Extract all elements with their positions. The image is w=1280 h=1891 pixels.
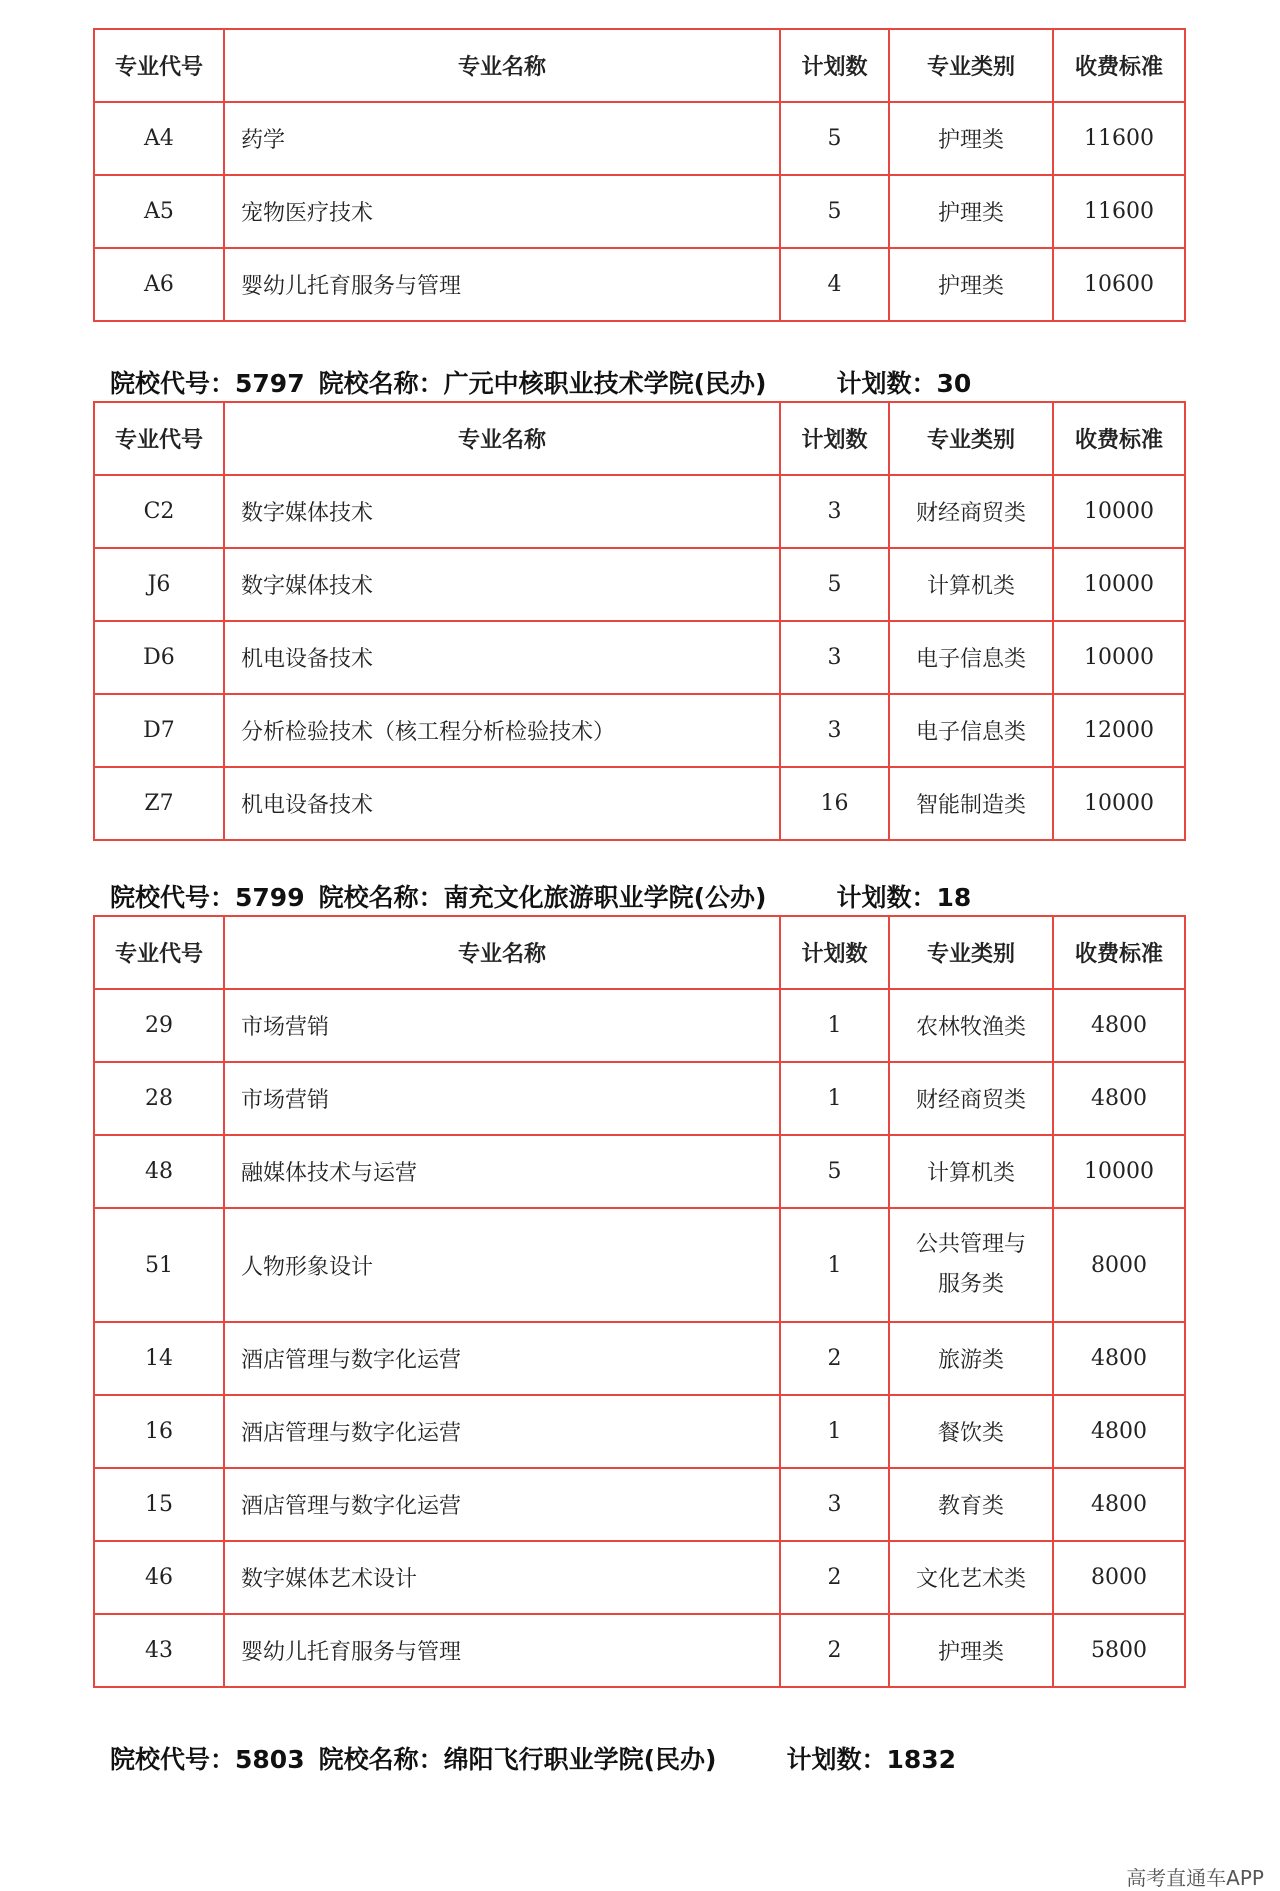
major-code: 14: [94, 1322, 224, 1395]
table-row: [94, 548, 1185, 621]
table-header-row: [94, 402, 1185, 475]
major-category: 教育类: [889, 1468, 1053, 1541]
school-plan: 18: [936, 883, 972, 912]
tuition-fee: 4800: [1053, 989, 1185, 1062]
header-plan: 计划数: [780, 916, 889, 989]
tuition-fee: 4800: [1053, 1395, 1185, 1468]
tuition-fee: 5800: [1053, 1614, 1185, 1687]
table-row: [94, 1322, 1185, 1395]
tuition-fee: 4800: [1053, 1062, 1185, 1135]
table-row: [94, 475, 1185, 548]
school-name-label: 院校名称：: [318, 883, 444, 912]
tuition-fee: 12000: [1053, 694, 1185, 767]
header-category: 专业类别: [889, 29, 1053, 102]
plan-count: 5: [780, 102, 889, 175]
school-plan: 1832: [886, 1745, 957, 1774]
school-plan-label: 计划数：: [836, 369, 937, 398]
tuition-fee: 10000: [1053, 1135, 1185, 1208]
plan-count: 2: [780, 1541, 889, 1614]
major-name: 市场营销: [224, 1062, 780, 1135]
table-row: [94, 175, 1185, 248]
major-category: 文化艺术类: [889, 1541, 1053, 1614]
category-line-2: 服务类: [937, 1272, 1004, 1297]
plan-count: 1: [780, 1395, 889, 1468]
table-row: [94, 621, 1185, 694]
major-code: 16: [94, 1395, 224, 1468]
major-code: 51: [94, 1208, 224, 1322]
major-category: 电子信息类: [889, 621, 1053, 694]
table-row: [94, 989, 1185, 1062]
major-name: 宠物医疗技术: [224, 175, 780, 248]
major-category: 护理类: [889, 102, 1053, 175]
tuition-fee: 10000: [1053, 548, 1185, 621]
header-fee: 收费标准: [1053, 402, 1185, 475]
major-name: 酒店管理与数字化运营: [224, 1468, 780, 1541]
major-code: A5: [94, 175, 224, 248]
school-code: 5803: [235, 1745, 305, 1774]
header-fee: 收费标准: [1053, 29, 1185, 102]
table-row: [94, 1468, 1185, 1541]
header-category: 专业类别: [889, 916, 1053, 989]
major-code: 29: [94, 989, 224, 1062]
tuition-fee: 4800: [1053, 1322, 1185, 1395]
school-header-5797: [110, 364, 971, 400]
major-category: 电子信息类: [889, 694, 1053, 767]
school-name: 南充文化旅游职业学院(公办): [443, 883, 767, 912]
header-fee: 收费标准: [1053, 916, 1185, 989]
tuition-fee: 8000: [1053, 1208, 1185, 1322]
major-category: 农林牧渔类: [889, 989, 1053, 1062]
school-code: 5799: [235, 883, 305, 912]
major-code: 15: [94, 1468, 224, 1541]
plan-count: 4: [780, 248, 889, 321]
major-category: 财经商贸类: [889, 475, 1053, 548]
major-name: 婴幼儿托育服务与管理: [224, 1614, 780, 1687]
tuition-fee: 10000: [1053, 767, 1185, 840]
table-row: [94, 102, 1185, 175]
major-name: 药学: [224, 102, 780, 175]
table-row: [94, 248, 1185, 321]
major-code: Z7: [94, 767, 224, 840]
major-code: 46: [94, 1541, 224, 1614]
header-plan: 计划数: [780, 402, 889, 475]
school-name-label: 院校名称：: [318, 1745, 444, 1774]
table-header-row: [94, 916, 1185, 989]
table-row: [94, 1062, 1185, 1135]
header-plan: 计划数: [780, 29, 889, 102]
table-row: [94, 1208, 1185, 1322]
major-code: D7: [94, 694, 224, 767]
tuition-fee: 4800: [1053, 1468, 1185, 1541]
major-category: 护理类: [889, 248, 1053, 321]
major-code: C2: [94, 475, 224, 548]
major-code: A6: [94, 248, 224, 321]
header-name: 专业名称: [224, 916, 780, 989]
tuition-fee: 8000: [1053, 1541, 1185, 1614]
plan-count: 1: [780, 1062, 889, 1135]
major-category: 餐饮类: [889, 1395, 1053, 1468]
major-category: 计算机类: [889, 548, 1053, 621]
plan-count: 5: [780, 175, 889, 248]
major-name: 市场营销: [224, 989, 780, 1062]
table-row: [94, 694, 1185, 767]
tuition-fee: 11600: [1053, 102, 1185, 175]
school-header-5803: [110, 1740, 956, 1776]
major-category: 旅游类: [889, 1322, 1053, 1395]
major-table-2: [93, 401, 1186, 841]
table-row: [94, 1541, 1185, 1614]
major-category: 计算机类: [889, 1135, 1053, 1208]
plan-count: 1: [780, 1208, 889, 1322]
plan-count: 3: [780, 475, 889, 548]
major-table-1: [93, 28, 1186, 322]
major-code: J6: [94, 548, 224, 621]
plan-count: 3: [780, 621, 889, 694]
major-name: 融媒体技术与运营: [224, 1135, 780, 1208]
header-code: 专业代号: [94, 402, 224, 475]
major-name: 机电设备技术: [224, 621, 780, 694]
major-category: 智能制造类: [889, 767, 1053, 840]
major-table-3: [93, 915, 1186, 1688]
category-line-1: 公共管理与: [915, 1232, 1026, 1257]
header-code: 专业代号: [94, 29, 224, 102]
major-code: 48: [94, 1135, 224, 1208]
school-code: 5797: [235, 369, 305, 398]
table-row: [94, 1395, 1185, 1468]
major-category: 护理类: [889, 175, 1053, 248]
table-header-row: [94, 29, 1185, 102]
table-row: [94, 1614, 1185, 1687]
plan-count: 2: [780, 1614, 889, 1687]
major-code: D6: [94, 621, 224, 694]
school-plan: 30: [936, 369, 972, 398]
major-category: [889, 1208, 1053, 1322]
major-name: 分析检验技术（核工程分析检验技术）: [224, 694, 780, 767]
table-row: [94, 1135, 1185, 1208]
header-category: 专业类别: [889, 402, 1053, 475]
header-name: 专业名称: [224, 29, 780, 102]
header-code: 专业代号: [94, 916, 224, 989]
tuition-fee: 10000: [1053, 475, 1185, 548]
major-category: 财经商贸类: [889, 1062, 1053, 1135]
plan-count: 5: [780, 548, 889, 621]
header-name: 专业名称: [224, 402, 780, 475]
major-name: 数字媒体艺术设计: [224, 1541, 780, 1614]
plan-count: 2: [780, 1322, 889, 1395]
major-name: 婴幼儿托育服务与管理: [224, 248, 780, 321]
plan-count: 3: [780, 694, 889, 767]
major-category: 护理类: [889, 1614, 1053, 1687]
plan-count: 16: [780, 767, 889, 840]
school-name: 广元中核职业技术学院(民办): [443, 369, 767, 398]
major-name: 酒店管理与数字化运营: [224, 1322, 780, 1395]
school-code-label: 院校代号：: [110, 1745, 236, 1774]
school-code-label: 院校代号：: [110, 369, 236, 398]
tuition-fee: 10000: [1053, 621, 1185, 694]
school-plan-label: 计划数：: [836, 883, 937, 912]
major-name: 人物形象设计: [224, 1208, 780, 1322]
major-code: 43: [94, 1614, 224, 1687]
tuition-fee: 11600: [1053, 175, 1185, 248]
school-name-label: 院校名称：: [318, 369, 444, 398]
watermark: 高考直通车APP: [1126, 1866, 1264, 1890]
school-code-label: 院校代号：: [110, 883, 236, 912]
plan-count: 5: [780, 1135, 889, 1208]
major-name: 数字媒体技术: [224, 548, 780, 621]
major-name: 数字媒体技术: [224, 475, 780, 548]
school-name: 绵阳飞行职业学院(民办): [443, 1745, 717, 1774]
major-name: 机电设备技术: [224, 767, 780, 840]
plan-count: 1: [780, 989, 889, 1062]
school-plan-label: 计划数：: [786, 1745, 887, 1774]
major-name: 酒店管理与数字化运营: [224, 1395, 780, 1468]
major-code: 28: [94, 1062, 224, 1135]
tuition-fee: 10600: [1053, 248, 1185, 321]
school-header-5799: [110, 878, 971, 914]
plan-count: 3: [780, 1468, 889, 1541]
major-code: A4: [94, 102, 224, 175]
table-row: [94, 767, 1185, 840]
